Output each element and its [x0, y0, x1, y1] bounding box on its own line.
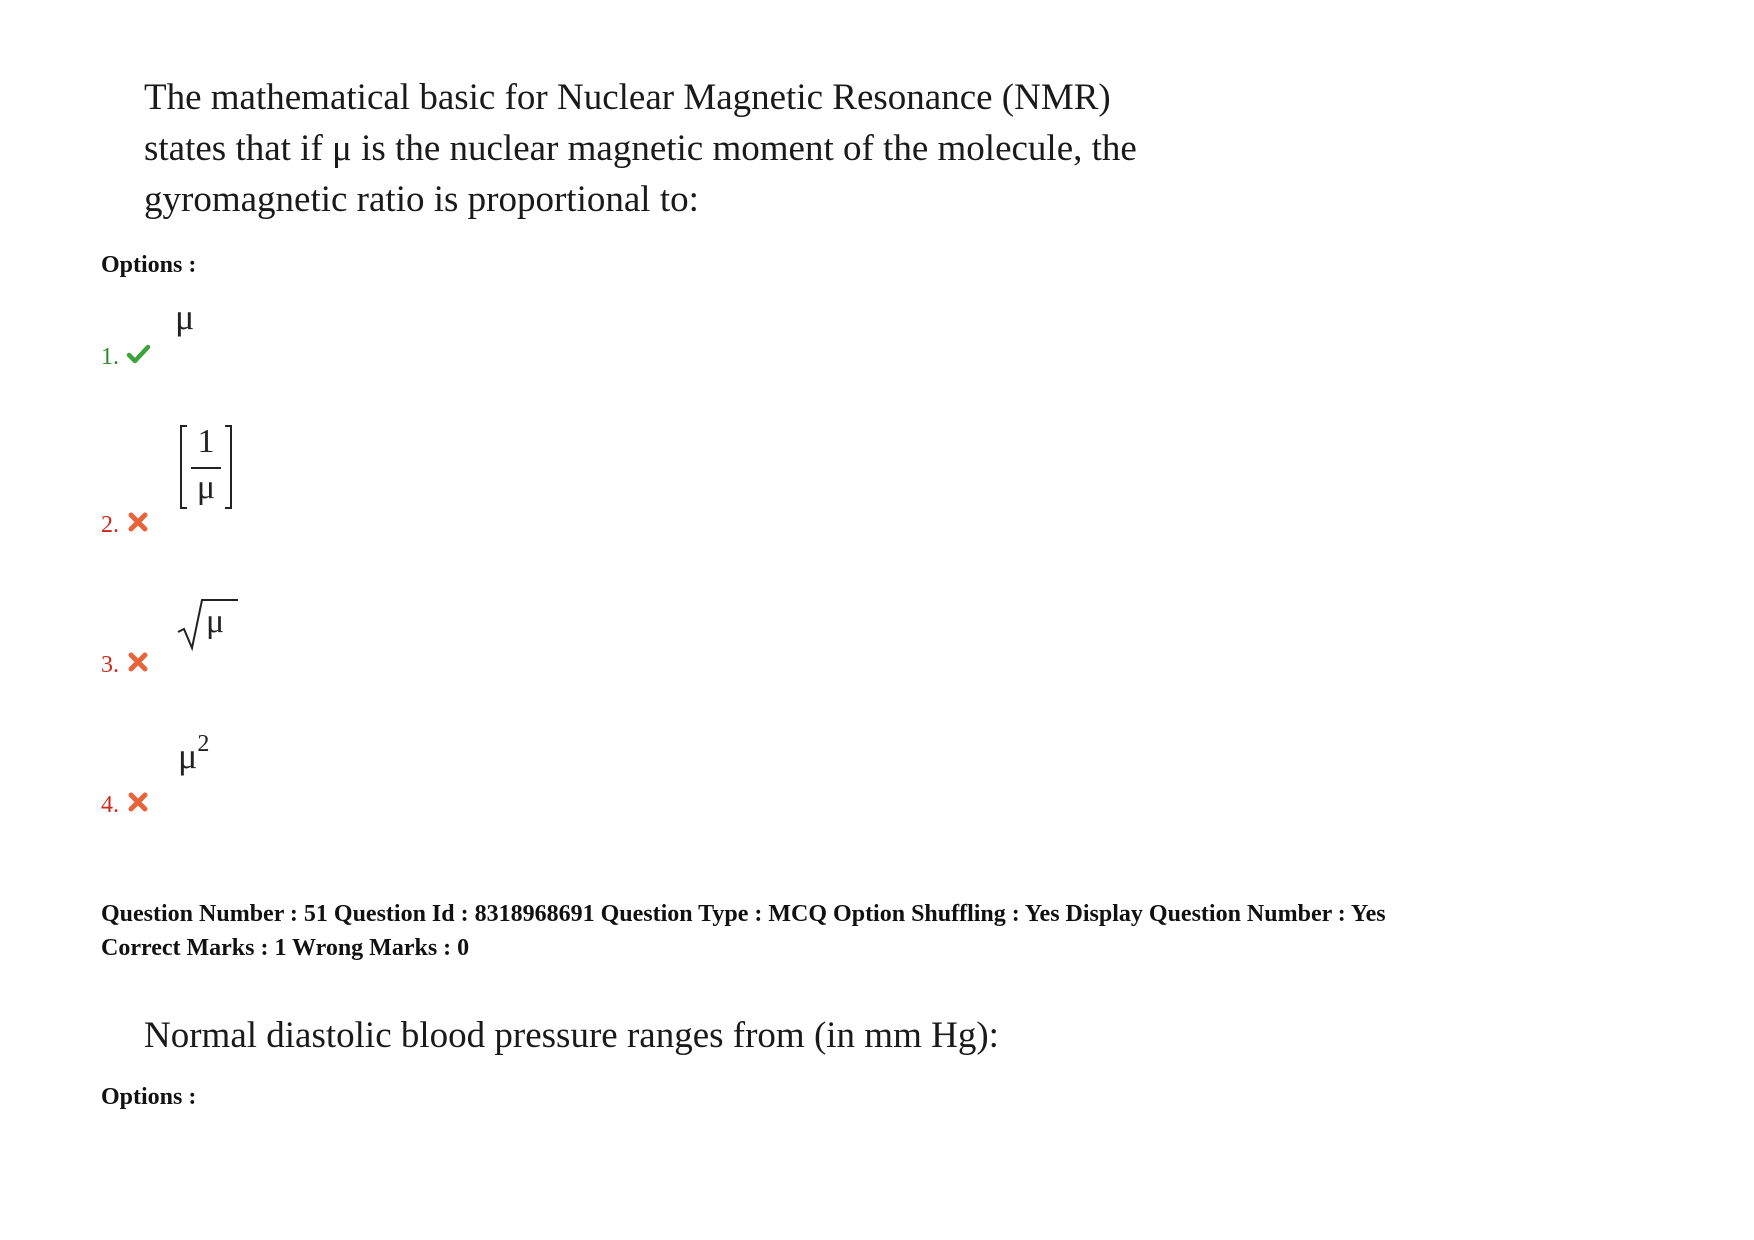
option-1-number: 1.	[101, 344, 119, 370]
question-line: gyromagnetic ratio is proportional to:	[144, 179, 699, 220]
option-2-expression	[178, 422, 234, 512]
question-meta: Question Number : 51 Question Id : 8318968691 Question Type : MCQ Option Shuffling : Yes Display Question Number : Yes	[101, 901, 1386, 927]
power-exponent: 2	[197, 731, 210, 757]
option-2-number: 2.	[101, 512, 119, 538]
options-label: Options :	[101, 252, 197, 278]
option-3-expression	[176, 596, 240, 652]
options-label: Options :	[101, 1084, 197, 1110]
question-text	[144, 72, 1204, 225]
cross-icon	[126, 650, 150, 674]
question-text: Normal diastolic blood pressure ranges from (in mm Hg):	[144, 1015, 999, 1056]
cross-icon	[126, 510, 150, 534]
option-4-number: 4.	[101, 792, 119, 818]
fraction-denominator: μ	[196, 469, 216, 506]
marks-meta: Correct Marks : 1 Wrong Marks : 0	[101, 935, 470, 961]
question-line: The mathematical basic for Nuclear Magnetic Resonance (NMR)	[144, 77, 1111, 118]
check-icon	[126, 342, 150, 366]
cross-icon	[126, 790, 150, 814]
radicand: μ	[206, 603, 225, 640]
option-1-expression: μ	[175, 297, 195, 337]
question-line: states that if μ is the nuclear magnetic moment of the molecule, the	[144, 128, 1137, 169]
power-base: μ	[178, 736, 198, 776]
option-4-expression	[178, 731, 210, 777]
fraction-numerator: 1	[197, 423, 215, 460]
option-3-number: 3.	[101, 652, 119, 678]
